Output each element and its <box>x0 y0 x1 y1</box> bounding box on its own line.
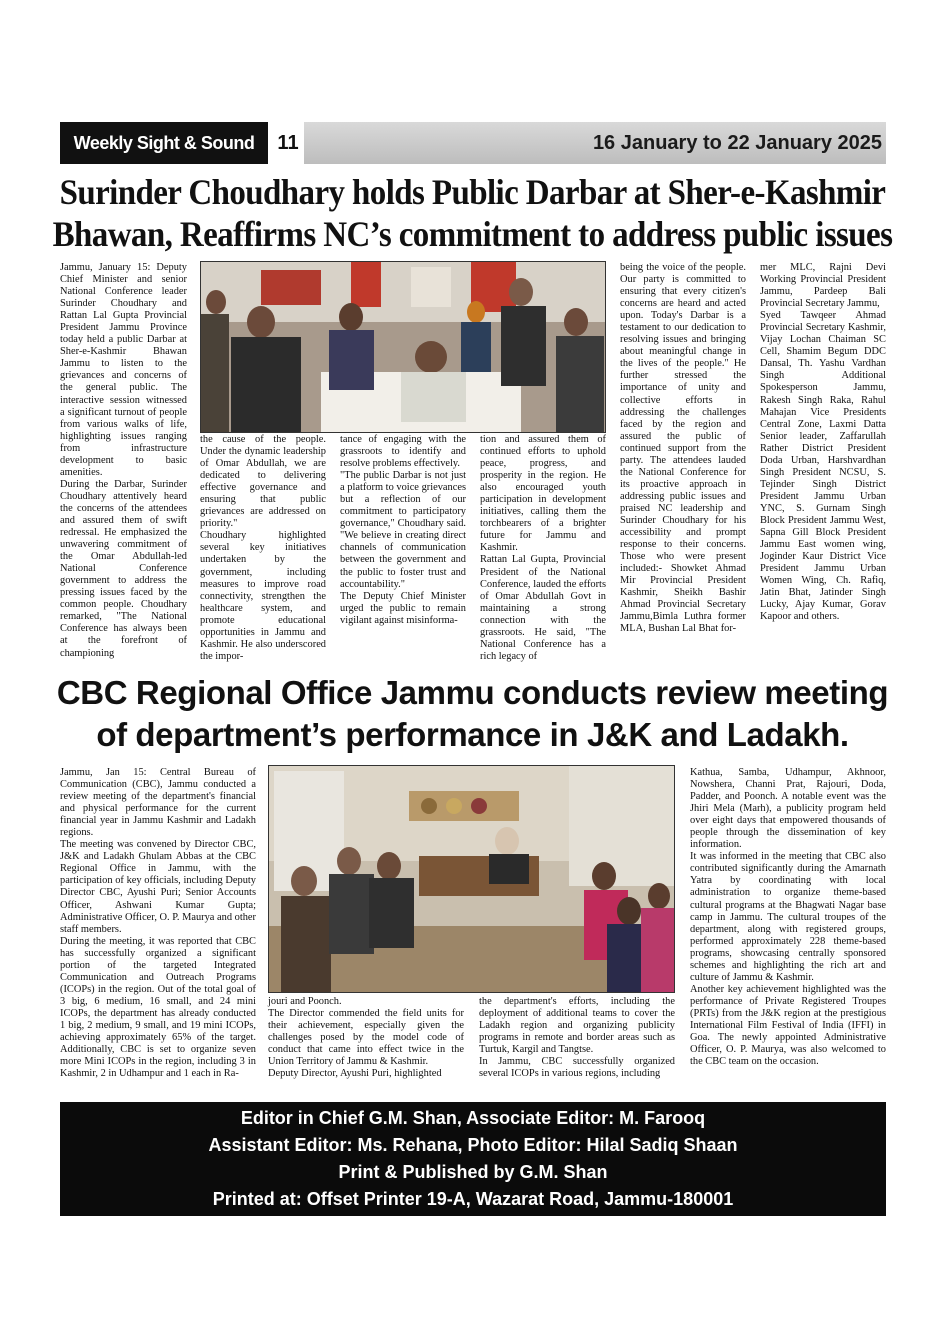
article2-headline-line2: of department’s performance in J&K and Ladakh. <box>96 716 849 753</box>
article2-column-2 <box>268 996 464 1080</box>
article1-column-2-text: the cause of the people. Under the dynamic leadership of Omar Abdullah, we are dedicated to delivering effective governance and ensuring that public grievances are addressed on priority." Choudhary highlighted several key initiatives undertaken by the government, including measures to improve road connectivity, strengthen the healthcare system, and promote educational opportunities in Jammu and Kashmir. He also underscored the impor- <box>200 434 326 662</box>
article1-column-6 <box>760 262 886 623</box>
article1-column-1 <box>60 262 187 660</box>
issue-date-range: 16 January to 22 January 2025 <box>304 122 886 164</box>
article2-column-2-text: jouri and Poonch. The Director commended the field units for their achievement, especially given the challenges posed by the model code of conduct that came into effect twice in the Union Territory of Jammu & Kashmir. Deputy Director, Ayushi Puri, highlighted <box>268 996 464 1080</box>
article2-column-3 <box>479 996 675 1080</box>
article1-column-6-text: mer MLC, Rajni Devi Working Provincial President Jammu, Pardeep Bali Provincial Secretary Jammu, Syed Tawqeer Ahmad Provincial Secretary Kashmir, Vijay Lochan Chaiman SC Cell, Shamim Begum DDC Dansal, Th. Yashu Vardhan Singh Additional Spokesperson Jammu, Rakesh Singh Raka, Rahul Mahajan Vice Presidents Central Zone, Laxmi Datta Senior leader, Zaffarullah Rather District President Doda Urban, Harshvardhan Singh President NCSU, S. Tejinder Singh District President Jammu Urban YNC, S. Gurnam Singh Block President Jammu West, Sapna Gill Block President Jammu East women wing, Joginder Kaur District Vice President Jammu Urban Women Wing, Ch. Rafiq, Jatin Bhat, Jatinder Singh Lucky, Ajay Kumar, Gorav Kapoor and others. <box>760 262 886 623</box>
article1-photo <box>200 261 606 433</box>
article1-column-3 <box>340 434 466 627</box>
article2-column-4 <box>690 767 886 1068</box>
article1-column-5-text: being the voice of the people. Our party is committed to ensuring that every citizen's concerns are heard and acted upon. Today's Darbar is a testament to our dedication to resolving issues and bringing about meaningful change in the lives of the people." He further stressed the importance of unity and collective efforts in addressing the challenges faced by the region and assured the public of continued support from the party. The attendees lauded the National Conference for its proactive approach in addressing public issues and praised NC leadership and Surinder Choudhary for his accessibility and prompt response to their concerns. Those who were present included:- Showket Ahmad Mir Provincial President Kashmir, Sheikh Bashir Ahmad Provincial Secretary Jammu,Bimla Luthra former MLA, Bushan Lal Bhat for- <box>620 262 746 635</box>
article2-column-4-text: Kathua, Samba, Udhampur, Akhnoor, Nowshera, Channi Prat, Rajouri, Doda, Padder, and Poonch. A notable event was the Jhiri Mela (Marh), a publicity program held over eight days that empowered thousands of people through the dissemination of key information. It was informed in the meeting that CBC also contributed significantly during the Amarnath Yatra by coordinating with local administration to organize theme-based cultural programs at the Bhagwati Nagar base camp in Jammu. The cultural troupes of the department, along with registered groups, performed approximately 228 theme-based programs, showcasing centrally sponsored schemes and highlighting the rich art and culture of Jammu & Kashmir. Another key achievement highlighted was the performance of Private Registered Troupes (PRTs) from the J&K region at the prestigious International Film Festival of India (IFFI) in Goa. The newly appointed Administrative Officer, O. P. Maurya, was also welcomed to the CBC team on the occasion. <box>690 767 886 1068</box>
article1-column-2 <box>200 434 326 663</box>
article1-column-4-text: tion and assured them of continued efforts to uphold peace, progress, and prosperity in the region. He also encouraged youth participation in development initiatives, calling them the torchbearers of a brighter future for Jammu and Kashmir. Rattan Lal Gupta, Provincial President of the National Conference, lauded the efforts of Omar Abdullah Govt in maintaining a strong connection with the grassroots. He said, "The National Conference has a rich legacy of <box>480 434 606 662</box>
article2-column-1 <box>60 767 256 1080</box>
page-number: 11 <box>277 131 299 154</box>
footer-publisher-line: Print & Published by G.M. Shan <box>338 1162 608 1182</box>
article2-photo <box>268 765 675 993</box>
article2-headline-line1: CBC Regional Office Jammu conducts review meeting <box>56 674 889 711</box>
publication-name: Weekly Sight & Sound <box>60 122 268 164</box>
article2-column-1-text: Jammu, Jan 15: Central Bureau of Communication (CBC), Jammu conducted a review meeting of the department's financial and physical performance for the current financial year in Jammu Kashmir and Ladakh regions. The meeting was convened by Director CBC, J&K and Ladakh Ghulam Abbas at the CBC Regional Office in Jammu, with the participation of key officials, including Deputy Director CBC, Ayushi Puri; Senior Accounts Officer, Ashwani Kumar Gupta; Administrative Officer, O. P. Maurya and other staff members. During the meeting, it was reported that CBC has successfully organized a significant portion of the targeted Integrated Communication and Outreach Programs (ICOPs) in the region. Out of the total goal of 3 big, 6 medium, 16 small, and 24 mini ICOPs, the department has already conducted 1 big, 2 medium, 9 small, and 19 mini ICOPs, achieving approximately 65% of the target. Additionally, CBC is set to organize seven more Mini ICOPs in the region, including 3 in Kashmir, 2 in Udhampur and 1 each in Ra- <box>60 767 256 1080</box>
article1-headline-line1: Surinder Choudhary holds Public Darbar at Sher-e-Kashmir <box>59 173 886 213</box>
footer-credits <box>60 1102 886 1216</box>
article1-column-4 <box>480 434 606 663</box>
article1-column-5 <box>620 262 746 635</box>
article1-headline-line2: Bhawan, Reaffirms NC’s commitment to address public issues <box>52 215 893 255</box>
footer-editors-line: Editor in Chief G.M. Shan, Associate Editor: M. Farooq <box>240 1108 706 1128</box>
article2-column-3-text: the department's efforts, including the deployment of additional teams to cover the Ladakh region and organizing publicity programs in remote and border areas such as Turtuk, Kargil and Tangtse. In Jammu, CBC successfully organized several ICOPs in various regions, including <box>479 996 675 1080</box>
footer-assistant-editors-line: Assistant Editor: Ms. Rehana, Photo Editor: Hilal Sadiq Shaan <box>208 1135 738 1155</box>
footer-printer-line: Printed at: Offset Printer 19-A, Wazarat Road, Jammu-180001 <box>212 1189 734 1209</box>
article1-column-1-text: Jammu, January 15: Deputy Chief Minister and senior National Conference leader Surinder Choudhary and Rattan Lal Gupta Provincial President Jammu Province today held a public Darbar at Sher-e-Kashmir Bhawan Jammu to listen to the grievances and concerns of the general public. The interactive session witnessed a significant turnout of people from various walks of life, highlighting issues ranging from infrastructure development to basic amenities. During the Darbar, Surinder Choudhary attentively heard the concerns of the attendees and assured them of swift redressal. He emphasized the unwavering commitment of the Omar Abdullah-led National Conference government to address the pressing issues faced by the common people. Choudhary remarked, "The National Conference has always been at the forefront of championing <box>60 262 187 659</box>
article1-column-3-text: tance of engaging with the grassroots to identify and resolve problems effectively. "The public Darbar is not just a platform to voice grievances but a reflection of our commitment to participatory governance," Choudhary said. "We believe in creating direct channels of communication between the government and the public to foster trust and accountability." The Deputy Chief Minister urged the public to remain vigilant against misinforma- <box>340 434 466 626</box>
